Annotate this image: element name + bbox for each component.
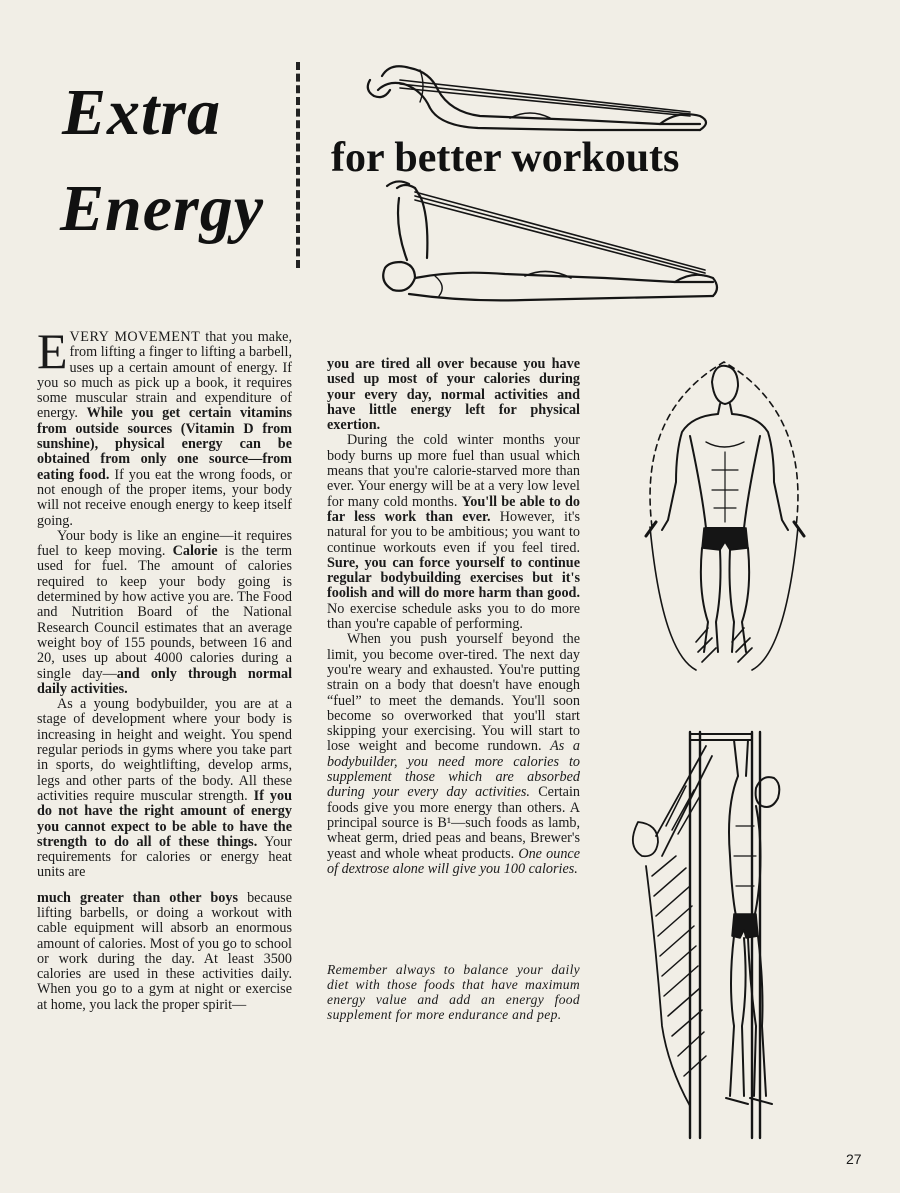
col1-p3-text-c: Your requirements for calories or energy heat units are [37, 833, 292, 881]
col1-p2-bold-calorie: Calorie [172, 543, 218, 560]
article-column-2 [327, 357, 580, 877]
col1-p4-bold: much greater than other boys [37, 889, 239, 906]
illustration-jump-rope [632, 352, 817, 682]
col1-p3-bold: If you do not have the right amount of energy you cannot expect to be able to have the strength to do all of these things. [37, 787, 292, 850]
closing-note: Remember always to balance your daily diet with those foods that have maximum energy value and add an energy food supplement for more endurance and pep. [327, 962, 580, 1022]
col2-p3-text-c: Certain foods give you more energy than others. A principal source is B¹—such foods as lamb, wheat germ, dried peas and beans, Brewer's yeast and whole wheat products. [327, 784, 580, 862]
opening-words: VERY MOVEMENT [69, 329, 201, 345]
article-column-1 [37, 323, 293, 1013]
col2-p2-text-c: However, it's natural for you to be ambitious; you want to continue workouts even if you feel tired. [327, 508, 581, 556]
col1-p2-bold-end: and only through normal daily activities. [37, 665, 293, 697]
col1-p3-text-a: As a young bodybuilder, you are at a stage of development where your body is increasing in height and weight. You spend regular periods in gyms where you take part in sports, do weightlifting, develop arms, legs and other parts of the body. All these activities require muscular strength. [37, 696, 292, 804]
col1-p2-text-a: Your body is like an engine—it requires fuel to keep moving. [37, 527, 292, 560]
col2-p3-italic-b: As a bodybuilder, you need more calories to supplement those which are absorbed during your every day activities. [327, 738, 580, 801]
illustration-lying-pullover [360, 50, 720, 132]
col2-p2-text-e: No exercise schedule asks you to do more than you're capable of performing. [327, 600, 580, 633]
title-line-1: Extra [62, 76, 222, 149]
col2-p3-italic-d: One ounce of dextrose alone will give you 100 calories. [327, 845, 581, 877]
drop-cap: E [37, 323, 68, 379]
col1-p2-text-c: is the term used for fuel. The amount of calories required to keep your body going is determined by how active you are. The Food and Nutrition Board of the National Research Council estimates that an average weight boy of 155 pounds, between 16 and 20, uses up about 4000 calories during a single day— [37, 543, 292, 682]
col2-p1-bold: you are tired all over because you have used up most of your calories during your every day, normal activities and have little energy left for physical exertion. [327, 356, 580, 434]
title-divider [296, 62, 300, 268]
illustration-lying-press [375, 178, 720, 308]
title-line-2: Energy [60, 172, 264, 245]
illustration-chin-up [616, 726, 796, 1144]
col1-p1-text-a: that you make, from lifting a finger to lifting a barbell, uses up a certain amount of energy. If you so much as pick up a book, it requires some muscular strain and expenditure of energy. [37, 329, 293, 422]
col2-p2-bold-d: Sure, you can force yourself to continue regular bodybuilding exercises but it's foolish and will do more harm than good. [327, 554, 580, 602]
subtitle: for better workouts [331, 135, 680, 181]
col2-p2-text-a: During the cold winter months your body burns up more fuel than usual which means that you're calorie-starved more than ever. Your energy will be at a very low level for many cold months. [327, 432, 580, 510]
col1-p1-text-c: If you eat the wrong foods, or not enough of the proper items, your body will not receive enough energy to keep itself going. [37, 466, 292, 529]
page-number: 27 [846, 1151, 862, 1167]
col1-p4-text-b: because lifting barbells, or doing a workout with cable equipment will absorb an enormous amount of calories. Most of you go to school or work during the day. At least 3500 calories are used in these activities daily. When you go to a gym at night or exercise at home, you lack the proper spirit— [37, 889, 292, 1013]
col1-p1-bold: While you get certain vitamins from outside sources (Vitamin D from sunshine), physical energy can be obtained from only one source—from eating food. [37, 405, 292, 483]
col2-p2-bold-b: You'll be able to do far less work than ever. [327, 493, 580, 525]
col2-p3-text-a: When you push yourself beyond the limit, you become over-tired. The next day you're weary and exhausted. You're putting strain on a body that doesn't have enough “fuel” to meet the demands. You'll soon become so overworked that you'll start skipping your exercising. You will start to lose weight and become rundown. [327, 631, 580, 755]
